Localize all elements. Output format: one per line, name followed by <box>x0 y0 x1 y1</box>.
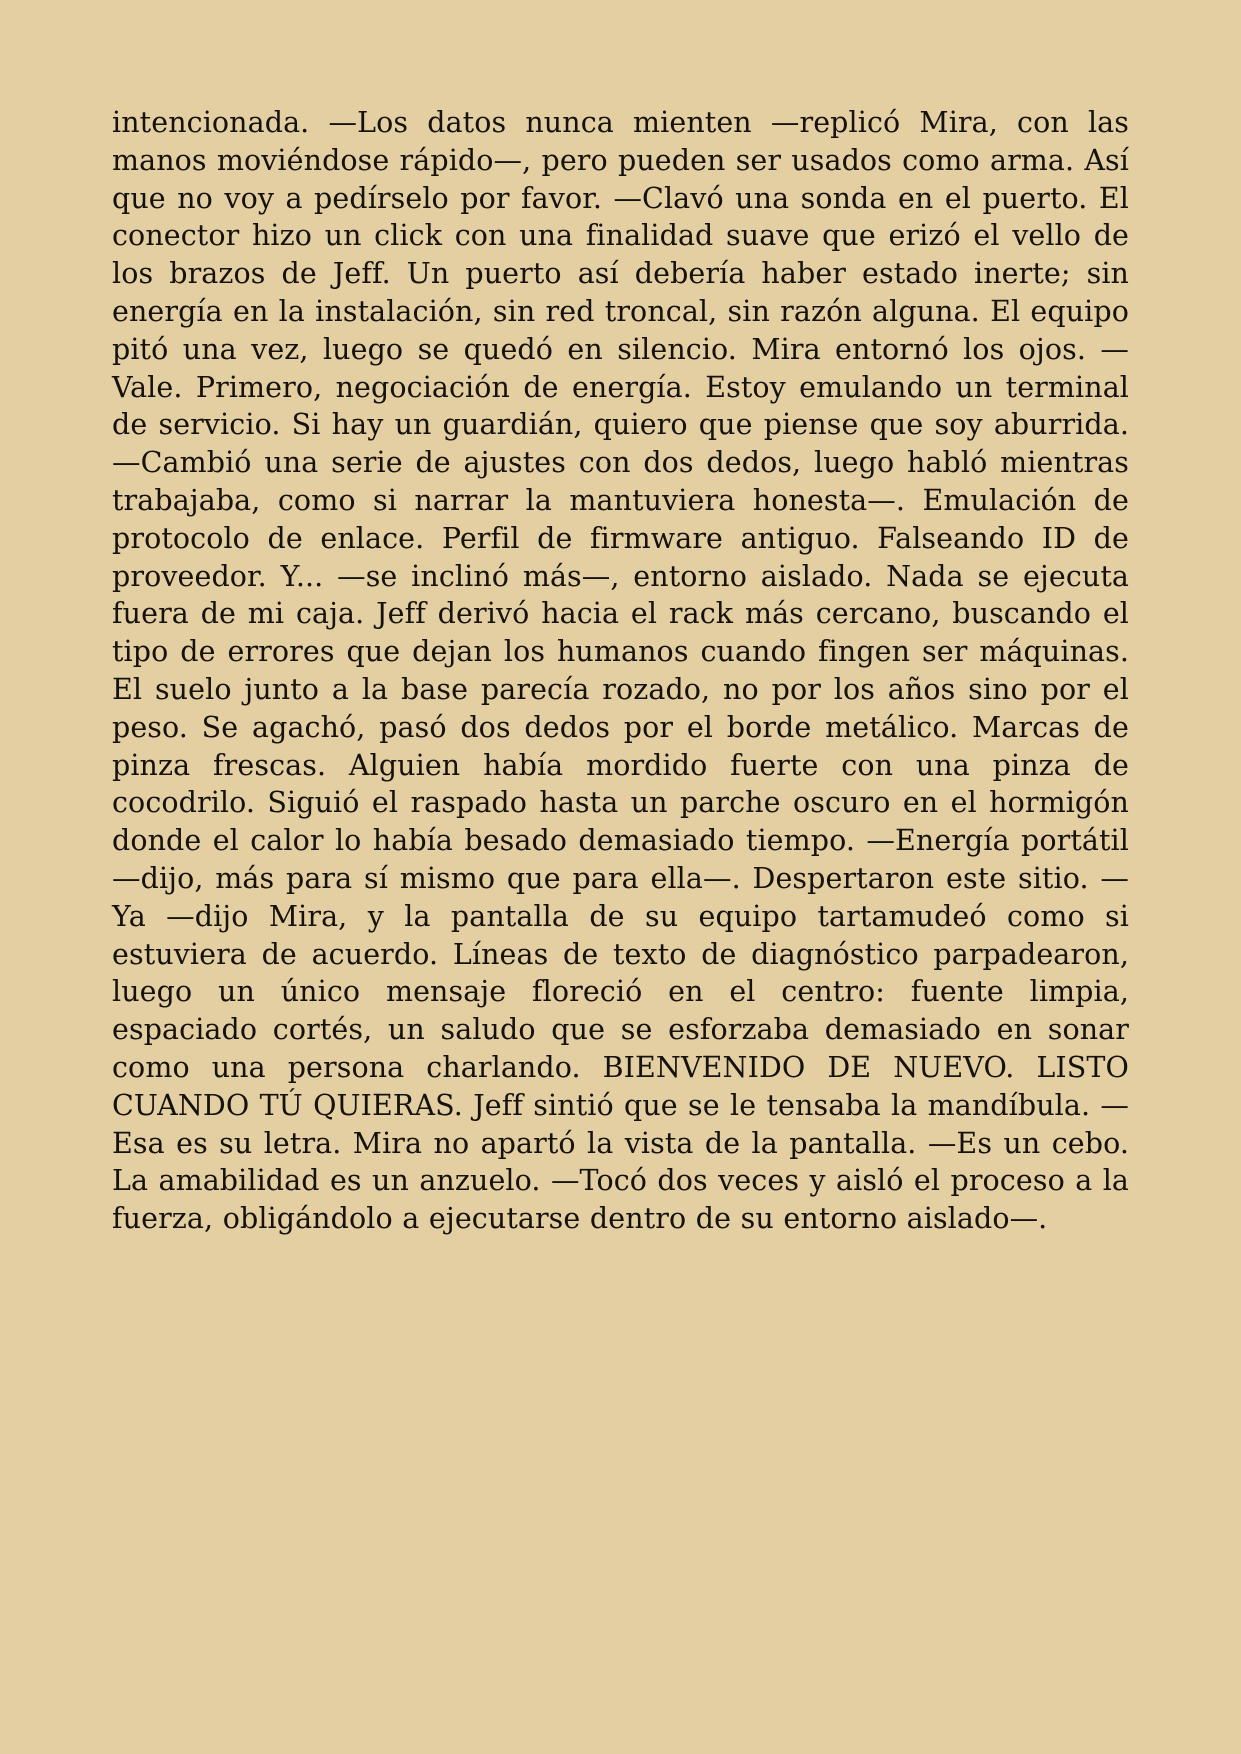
body-paragraph: intencionada. —Los datos nunca mienten —replicó Mira, con las manos moviéndose rápido—, pero pueden ser usados como arma. Así que no voy a pedírselo por favor. —Clavó una sonda en el puerto. El conector hizo un click con una finalidad suave que erizó el vello de los brazos de Jeff. Un puerto así debería haber estado inerte; sin energía en la instalación, sin red troncal, sin razón alguna. El equipo pitó una vez, luego se quedó en silencio. Mira entornó los ojos. —Vale. Primero, negociación de energía. Estoy emulando un terminal de servicio. Si hay un guardián, quiero que piense que soy aburrida. —Cambió una serie de ajustes con dos dedos, luego habló mientras trabajaba, como si narrar la mantuviera honesta—. Emulación de protocolo de enlace. Perfil de firmware antiguo. Falseando ID de proveedor. Y... —se inclinó más—, entorno aislado. Nada se ejecuta fuera de mi caja. Jeff derivó hacia el rack más cercano, buscando el tipo de errores que dejan los humanos cuando fingen ser máquinas. El suelo junto a la base parecía rozado, no por los años sino por el peso. Se agachó, pasó dos dedos por el borde metálico. Marcas de pinza frescas. Alguien había mordido fuerte con una pinza de cocodrilo. Siguió el raspado hasta un parche oscuro en el hormigón donde el calor lo había besado demasiado tiempo. —Energía portátil —dijo, más para sí mismo que para ella—. Despertaron este sitio. —Ya —dijo Mira, y la pantalla de su equipo tartamudeó como si estuviera de acuerdo. Líneas de texto de diagnóstico parpadearon, luego un único mensaje floreció en el centro: fuente limpia, espaciado cortés, un saludo que se esforzaba demasiado en sonar como una persona charlando. BIENVENIDO DE NUEVO. LISTO CUANDO TÚ QUIERAS. Jeff sintió que se le tensaba la mandíbula. —Esa es su letra. Mira no apartó la vista de la pantalla. —Es un cebo. La amabilidad es un anzuelo. —Tocó dos veces y aisló el proceso a la fuerza, obligándolo a ejecutarse dentro de su entorno aislado—. <box>112 106 1129 1236</box>
